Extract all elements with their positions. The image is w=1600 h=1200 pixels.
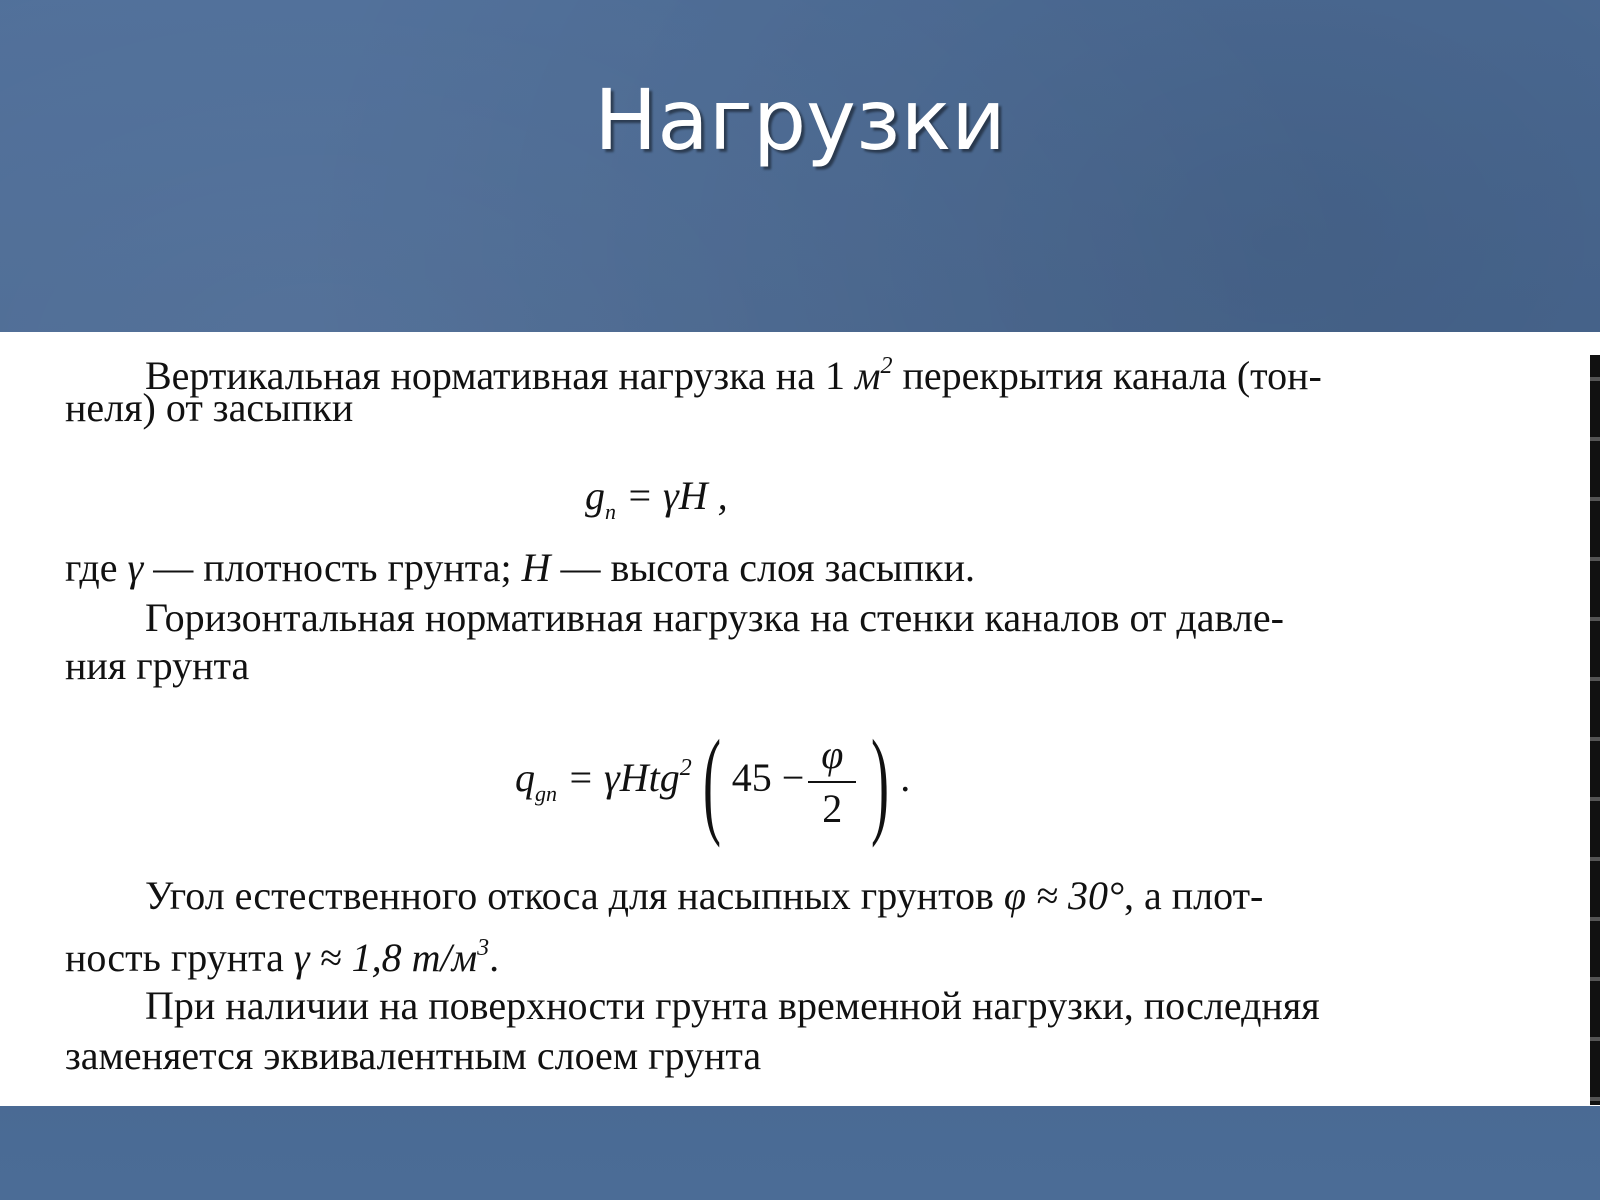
gamma-value: γ ≈ 1,8 т/м <box>293 935 478 980</box>
formula-lhs: q <box>515 755 535 801</box>
text-segment: Вертикальная нормативная нагрузка на 1 <box>145 353 855 398</box>
formula-exponent: 2 <box>679 755 692 782</box>
fraction-denominator: 2 <box>822 786 843 831</box>
formula-rhs: = γH , <box>616 473 728 518</box>
h-symbol: H <box>521 545 551 590</box>
text-segment: ность грунта <box>65 935 294 980</box>
right-paren: ) <box>871 715 890 848</box>
scan-edge-shadow <box>1590 355 1600 1105</box>
left-paren: ( <box>702 715 721 848</box>
scanned-text-page <box>0 332 1600 1106</box>
gamma-symbol: γ <box>127 545 144 590</box>
phi-value: φ ≈ 30° <box>1003 873 1124 918</box>
formula-lhs: g <box>585 473 605 518</box>
paragraph-angle-line1 <box>145 872 1263 920</box>
paragraph-horizontal-load-line2: ния грунта <box>65 643 250 688</box>
formula-lhs-subscript: gn <box>535 781 557 807</box>
text-segment: . <box>489 935 500 980</box>
slide-title: Нагрузки <box>594 71 1006 169</box>
paragraph-vertical-load-line2: неля) от засыпки <box>65 385 354 430</box>
formula-vertical-load <box>585 472 728 525</box>
where-line <box>65 544 975 592</box>
formula-end: . <box>900 755 911 801</box>
text-segment: , а плот- <box>1123 873 1264 918</box>
formula-horizontal-load <box>515 715 911 848</box>
fraction <box>808 729 856 835</box>
paragraph-angle-line2 <box>65 924 499 982</box>
paragraph-temporary-load-line1: При наличии на поверхности грунта временной нагрузки, последняя <box>145 983 1320 1028</box>
text-segment: перекрытия канала (тон- <box>892 353 1322 398</box>
text-segment: — плотность грунта; <box>143 545 522 590</box>
text-segment: — высота слоя засыпки. <box>550 545 976 590</box>
text-segment: где <box>65 545 128 590</box>
unit-m: м <box>854 353 881 398</box>
gamma-exponent: 3 <box>477 935 490 961</box>
paragraph-horizontal-load-line1: Горизонтальная нормативная нагрузка на стенки каналов от давле- <box>145 595 1284 640</box>
formula-lhs-subscript: n <box>605 499 616 524</box>
fraction-numerator: φ <box>821 732 844 777</box>
unit-exponent: 2 <box>880 353 893 379</box>
text-segment: Угол естественного откоса для насыпных грунтов <box>145 873 1004 918</box>
formula-inner: 45 − <box>731 755 805 801</box>
paragraph-temporary-load-line2: заменяется эквивалентным слоем грунта <box>65 1033 762 1078</box>
formula-rhs: = γHtg <box>557 755 680 801</box>
